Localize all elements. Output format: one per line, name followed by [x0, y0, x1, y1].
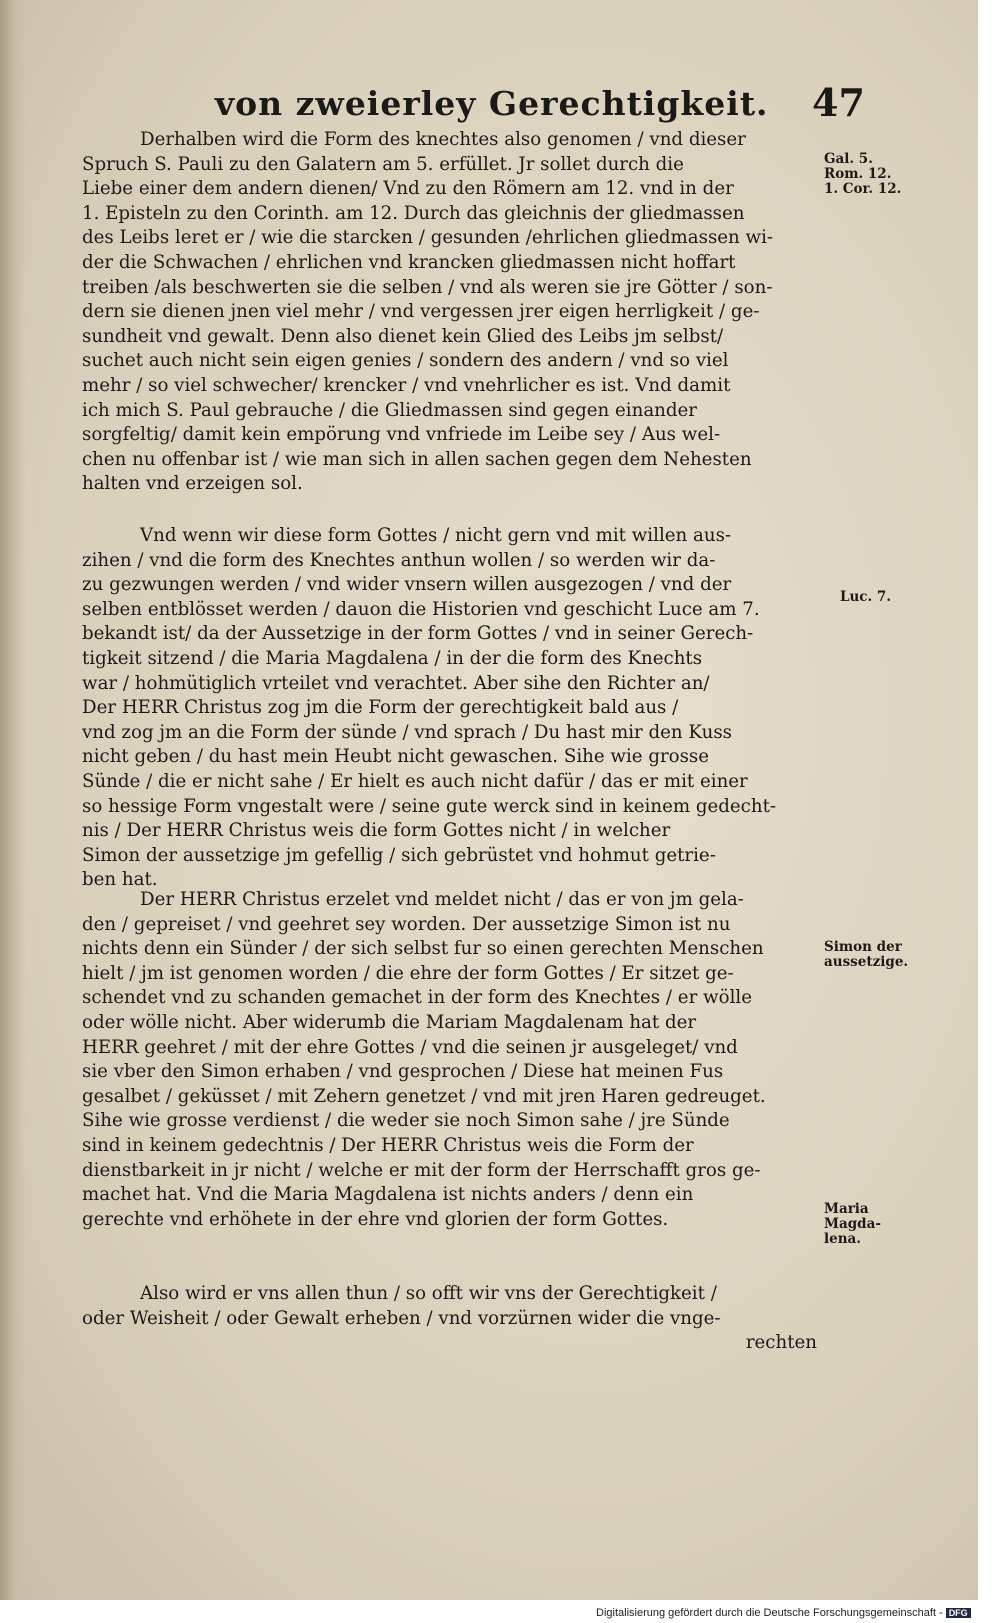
text-line: war / hohmütiglich vrteilet vnd verachtet. Aber sihe den Richter an/	[82, 672, 710, 694]
text-line: des Leibs leret er / wie die starcken / gesunden /ehrlichen gliedmassen wi-	[82, 227, 774, 249]
text-line: Liebe einer dem andern dienen/ Vnd zu den Römern am 12. vnd in der	[82, 178, 734, 200]
text-line: mehr / so viel schwecher/ krencker / vnd vnehrlicher es ist. Vnd damit	[82, 374, 731, 396]
text-line: dienstbarkeit in jr nicht / welche er mit der form der Herrschafft gros ge-	[82, 1159, 761, 1181]
marginal-note-gal-rom-cor: Gal. 5. Rom. 12. 1. Cor. 12.	[824, 151, 902, 197]
folio-number: 47	[812, 80, 865, 125]
running-title: von zweierley Gerechtigkeit.	[215, 84, 769, 123]
text-line: ben hat.	[82, 869, 158, 891]
catchword: rechten	[745, 1332, 817, 1354]
text-line: Simon der aussetzige jm gefellig / sich gebrüstet vnd hohmut getrie-	[82, 844, 716, 866]
text-line: Vnd wenn wir diese form Gottes / nicht gern vnd mit willen aus-	[140, 525, 732, 546]
text-line: Sünde / die er nicht sahe / Er hielt es auch nicht dafür / das er mit einer	[82, 770, 748, 792]
text-line: suchet auch nicht sein eigen genies / sondern des andern / vnd so viel	[82, 350, 729, 372]
digitization-footer	[596, 1607, 971, 1619]
text-line: schendet vnd zu schanden gemachet in der form des Knechtes / er wölle	[82, 987, 752, 1009]
marginal-note-luc: Luc. 7.	[840, 589, 892, 605]
text-line: chen nu offenbar ist / wie man sich in allen sachen gegen dem Nehesten	[82, 448, 752, 470]
text-line: machet hat. Vnd die Maria Magdalena ist nichts anders / denn ein	[82, 1184, 694, 1206]
marginal-note-simon: Simon der aussetzige.	[824, 939, 909, 970]
text-line: nis / Der HERR Christus weis die form Gottes nicht / in welcher	[82, 820, 671, 842]
text-line: sundheit vnd gewalt. Denn also dienet kein Glied des Leibs jm selbst/	[82, 325, 724, 347]
text-line: nicht geben / du hast mein Heubt nicht gewaschen. Sihe wie grosse	[82, 746, 710, 768]
text-line: halten vnd erzeigen sol.	[82, 473, 303, 495]
text-line: vnd zog jm an die Form der sünde / vnd sprach / Du hast mir den Kuss	[82, 721, 732, 743]
footer-text: Digitalisierung gefördert durch die Deutsche Forschungsgemeinschaft -	[596, 1607, 943, 1619]
text-line: sind in keinem gedechtnis / Der HERR Christus weis die Form der	[82, 1134, 694, 1156]
text-line: HERR geehret / mit der ehre Gottes / vnd die seinen jr ausgeleget/ vnd	[82, 1036, 738, 1058]
text-line: oder wölle nicht. Aber widerumb die Mariam Magdalenam hat der	[82, 1011, 697, 1033]
marginal-note-maria: Maria Magda- lena.	[824, 1201, 881, 1247]
text-line: gerechte vnd erhöhete in der ehre vnd glorien der form Gottes.	[82, 1208, 669, 1230]
text-line: nichts denn ein Sünder / der sich selbst fur so einen gerechten Menschen	[82, 938, 764, 960]
paragraph-4	[82, 1282, 817, 1356]
paragraph-3	[82, 888, 817, 1232]
dfg-logo: DFG	[946, 1608, 971, 1618]
text-line: Der HERR Christus erzelet vnd meldet nicht / das er von jm gela-	[140, 889, 744, 910]
paragraph-2	[82, 524, 817, 893]
text-line: Sihe wie grosse verdienst / die weder sie noch Simon sahe / jre Sünde	[82, 1110, 730, 1132]
text-line: Derhalben wird die Form des knechtes also genomen / vnd dieser	[140, 129, 746, 150]
text-line: selben entblösset werden / dauon die Historien vnd geschicht Luce am 7.	[82, 598, 760, 620]
text-line: treiben /als beschwerten sie die selben / vnd als weren sie jre Götter / son-	[82, 276, 773, 298]
text-line: tigkeit sitzend / die Maria Magdalena / in der die form des Knechts	[82, 647, 703, 669]
text-line: sorgfeltig/ damit kein empörung vnd vnfriede im Leibe sey / Aus wel-	[82, 424, 721, 446]
text-line: oder Weisheit / oder Gewalt erheben / vnd vorzürnen wider die vnge-	[82, 1307, 721, 1329]
page-gutter-shadow	[0, 0, 26, 1600]
text-line: sie vber den Simon erhaben / vnd gesprochen / Diese hat meinen Fus	[82, 1061, 724, 1083]
text-line: dern sie dienen jnen viel mehr / vnd vergessen jrer eigen herrligkeit / ge-	[82, 301, 760, 323]
text-line: Spruch S. Pauli zu den Galatern am 5. erfüllet. Jr sollet durch die	[82, 153, 684, 175]
text-line: Also wird er vns allen thun / so offt wir vns der Gerechtigkeit /	[140, 1283, 717, 1304]
text-line: Der HERR Christus zog jm die Form der gerechtigkeit bald aus /	[82, 697, 679, 719]
text-line: gesalbet / geküsset / mit Zehern genetzet / vnd mit jren Haren gedreuget.	[82, 1085, 766, 1107]
text-line: so hessige Form vngestalt were / seine gute werck sind in keinem gedecht-	[82, 795, 777, 817]
text-line: 1. Episteln zu den Corinth. am 12. Durch das gleichnis der gliedmassen	[82, 202, 745, 224]
text-line: zihen / vnd die form des Knechtes anthun wollen / so werden wir da-	[82, 549, 716, 571]
text-line: hielt / jm ist genomen worden / die ehre der form Gottes / Er sitzet ge-	[82, 962, 734, 984]
text-line: den / gepreiset / vnd geehret sey worden. Der aussetzige Simon ist nu	[82, 913, 731, 935]
text-line: bekandt ist/ da der Aussetzige in der form Gottes / vnd in seiner Gerech-	[82, 623, 754, 645]
text-line: zu gezwungen werden / vnd wider vnsern willen ausgezogen / vnd der	[82, 574, 732, 596]
paragraph-1	[82, 128, 817, 497]
text-line: der die Schwachen / ehrlichen vnd krancken gliedmassen nicht hoffart	[82, 251, 736, 273]
text-line: ich mich S. Paul gebrauche / die Gliedmassen sind gegen einander	[82, 399, 697, 421]
